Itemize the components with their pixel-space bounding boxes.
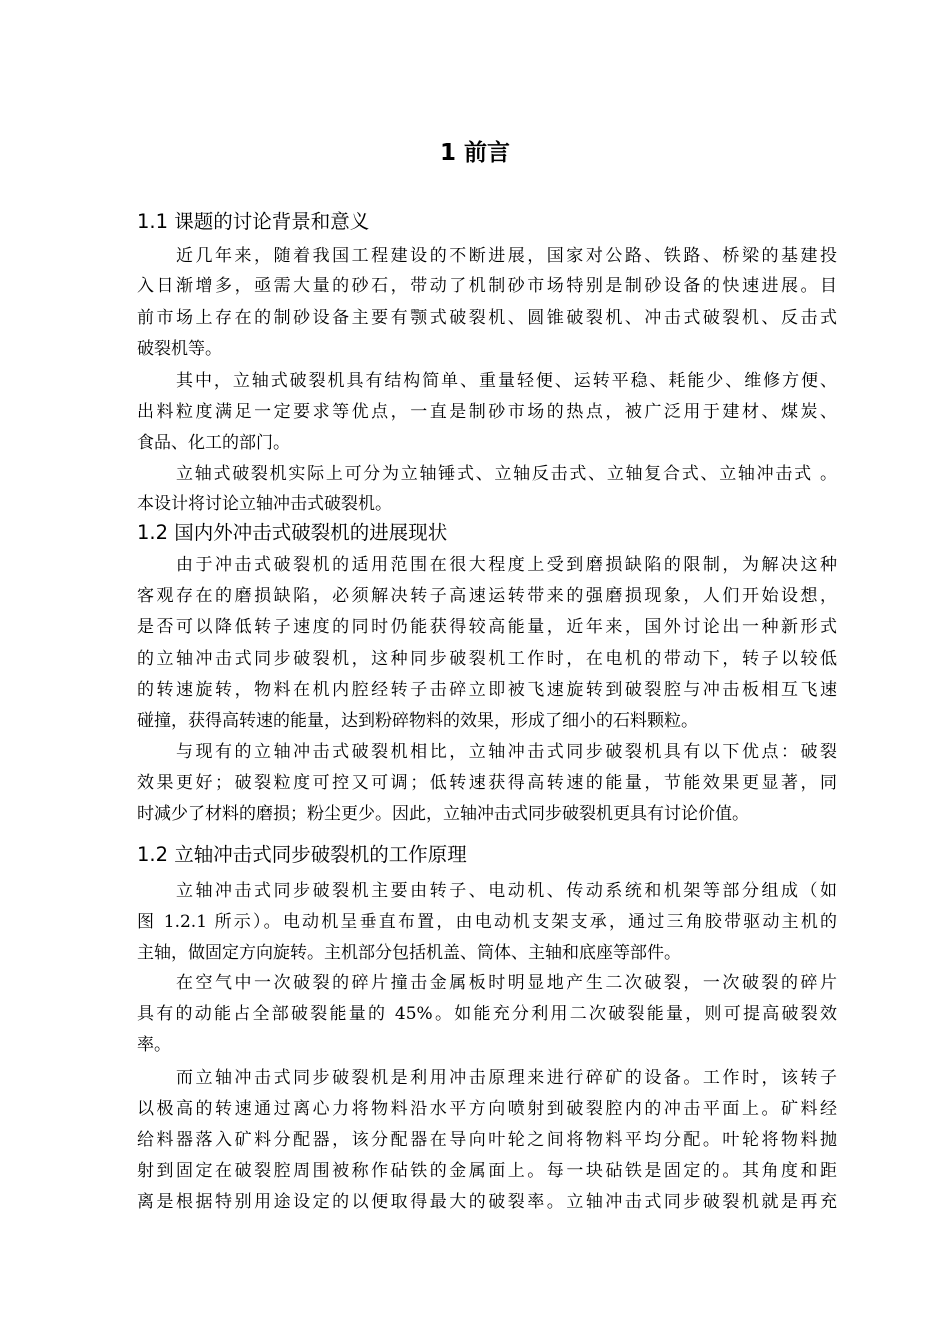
paragraph-line: 射到固定在破裂腔周围被称作砧铁的金属面上。每一块砧铁是固定的。其角度和距: [137, 1161, 837, 1181]
paragraph-line: 的立轴冲击式同步破裂机，这种同步破裂机工作时，在电机的带动下，转子以较低: [137, 649, 837, 669]
paragraph-line: 立轴式破裂机实际上可分为立轴锤式、立轴反击式、立轴复合式、立轴冲击式 。: [176, 464, 837, 484]
paragraph-line: 立轴冲击式同步破裂机主要由转子、电动机、传动系统和机架等部分组成（如: [176, 881, 837, 901]
paragraph-line: 率。: [137, 1035, 171, 1055]
section-heading-1-2: 1.2 国内外冲击式破裂机的进展现状: [137, 521, 448, 544]
chapter-title: 1 前言: [439, 140, 510, 166]
paragraph-line: 其中，立轴式破裂机具有结构简单、重量轻便、运转平稳、耗能少、维修方便、: [176, 371, 837, 391]
paragraph-line: 近几年来，随着我国工程建设的不断进展，国家对公路、铁路、桥梁的基建投: [176, 246, 837, 266]
paragraph-line: 效果更好；破裂粒度可控又可调；低转速获得高转速的能量，节能效果更显著，同: [137, 773, 837, 793]
paragraph-line: 食品、化工的部门。: [137, 433, 290, 453]
paragraph-line: 以极高的转速通过离心力将物料沿水平方向喷射到破裂腔内的冲击平面上。矿料经: [137, 1099, 837, 1119]
section-heading-1-2-principle: 1.2 立轴冲击式同步破裂机的工作原理: [137, 843, 467, 866]
paragraph-line: 与现有的立轴冲击式破裂机相比，立轴冲击式同步破裂机具有以下优点：破裂: [176, 742, 837, 762]
paragraph-line: 本设计将讨论立轴冲击式破裂机。: [137, 494, 392, 514]
paragraph-line: 在空气中一次破裂的碎片撞击金属板时明显地产生二次破裂，一次破裂的碎片: [176, 973, 837, 993]
paragraph-line: 主轴，做固定方向旋转。主机部分包括机盖、筒体、主轴和底座等部件。: [137, 943, 681, 963]
paragraph-line: 由于冲击式破裂机的适用范围在很大程度上受到磨损缺陷的限制，为解决这种: [176, 555, 837, 575]
paragraph-line: 具有的动能占全部破裂能量的 45%。如能充分利用二次破裂能量，则可提高破裂效: [137, 1004, 837, 1024]
paragraph-line: 碰撞，获得高转速的能量，达到粉碎物料的效果，形成了细小的石料颗粒。: [137, 711, 698, 731]
paragraph-line: 时减少了材料的磨损；粉尘更少。因此，立轴冲击式同步破裂机更具有讨论价值。: [137, 804, 749, 824]
paragraph-line: 出料粒度满足一定要求等优点，一直是制砂市场的热点，被广泛用于建材、煤炭、: [137, 402, 837, 422]
paragraph-line: 而立轴冲击式同步破裂机是利用冲击原理来进行碎矿的设备。工作时，该转子: [176, 1068, 837, 1088]
paragraph-line: 给料器落入矿料分配器，该分配器在导向叶轮之间将物料平均分配。叶轮将物料抛: [137, 1130, 837, 1150]
paragraph-line: 客观存在的磨损缺陷，必须解决转子高速运转带来的强磨损现象，人们开始设想，: [137, 586, 837, 606]
paragraph-line: 离是根据特别用途设定的以便取得最大的破裂率。立轴冲击式同步破裂机就是再充: [137, 1192, 837, 1212]
section-heading-1-1: 1.1 课题的讨论背景和意义: [137, 210, 370, 233]
paragraph-line: 入日渐增多，亟需大量的砂石，带动了机制砂市场特别是制砂设备的快速进展。目: [137, 276, 837, 296]
paragraph-line: 图 1.2.1 所示）。电动机呈垂直布置，由电动机支架支承，通过三角胶带驱动主机的: [137, 912, 837, 932]
paragraph-line: 是否可以降低转子速度的同时仍能获得较高能量，近年来，国外讨论出一种新形式: [137, 617, 837, 637]
paragraph-line: 破裂机等。: [137, 339, 222, 359]
paragraph-line: 前市场上存在的制砂设备主要有颚式破裂机、圆锥破裂机、冲击式破裂机、反击式: [137, 308, 837, 328]
paragraph-line: 的转速旋转，物料在机内腔经转子击碎立即被飞速旋转到破裂腔与冲击板相互飞速: [137, 680, 837, 700]
